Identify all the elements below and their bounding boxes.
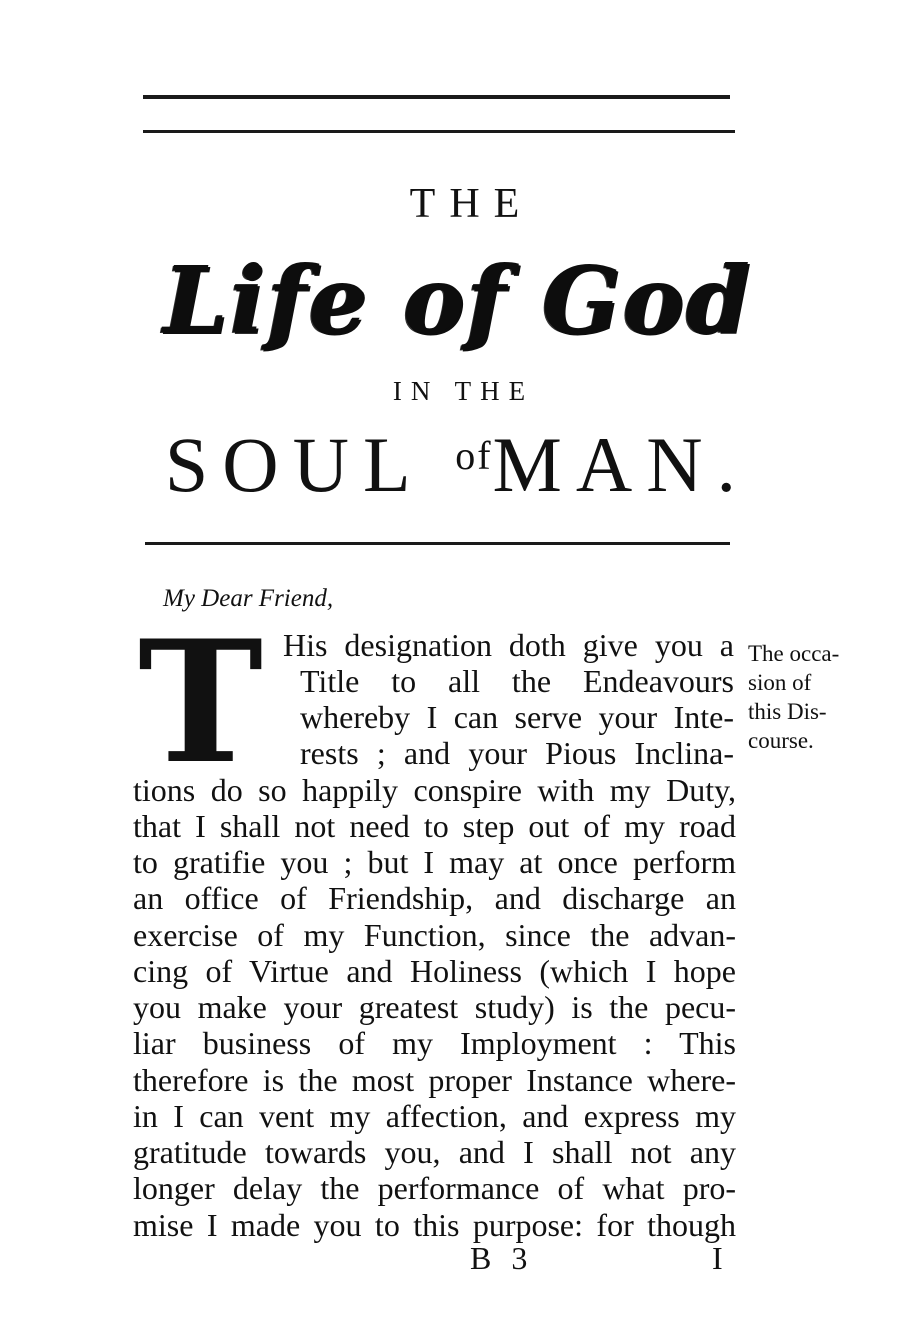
- body-line: that I shall not need to step out of my road: [133, 808, 736, 844]
- body-line: gratitude towards you, and I shall not any: [133, 1134, 736, 1170]
- body-line: liar business of my Imployment : This: [133, 1025, 736, 1061]
- body-line: Title to all the Endeavours: [300, 663, 734, 699]
- body-line: an office of Friendship, and discharge an: [133, 880, 736, 916]
- title-soul-of-man: [0, 420, 915, 510]
- body-line: exercise of my Function, since the advan-: [133, 917, 736, 953]
- margin-note-line: course.: [748, 728, 814, 753]
- body-line: His designation doth give you a: [283, 627, 734, 663]
- title-the: THE: [409, 181, 534, 227]
- title-life-of-god: Life of God: [162, 246, 752, 354]
- body-line: in I can vent my affection, and express my: [133, 1098, 736, 1134]
- body-line: rests ; and your Pious Inclina-: [300, 735, 734, 771]
- title-of: of: [455, 433, 493, 478]
- margin-note-line: this Dis-: [748, 699, 827, 724]
- drop-cap: T: [138, 603, 264, 801]
- second-rule: [143, 130, 735, 133]
- signature-mark: B 3: [470, 1240, 534, 1276]
- title-in-the: IN THE: [392, 376, 535, 406]
- catchword: I: [712, 1240, 723, 1276]
- salutation: My Dear Friend,: [163, 585, 334, 612]
- body-line: longer delay the performance of what pro-: [133, 1170, 736, 1206]
- top-rule: [143, 95, 730, 99]
- body-line: to gratifie you ; but I may at once perform: [133, 844, 736, 880]
- title-divider-rule: [145, 542, 730, 545]
- margin-note-line: The occa-: [748, 641, 840, 666]
- margin-note-line: sion of: [748, 670, 812, 695]
- title-man: MAN.: [492, 421, 751, 508]
- body-line: mise I made you to this purpose: for though: [133, 1207, 736, 1243]
- body-line: you make your greatest study) is the pecu-: [133, 989, 736, 1025]
- body-line: tions do so happily conspire with my Duty,: [133, 772, 736, 808]
- body-line: therefore is the most proper Instance where-: [133, 1062, 736, 1098]
- body-line: whereby I can serve your Inte-: [300, 699, 734, 735]
- title-soul: SOUL: [164, 421, 422, 508]
- body-line: cing of Virtue and Holiness (which I hope: [133, 953, 736, 989]
